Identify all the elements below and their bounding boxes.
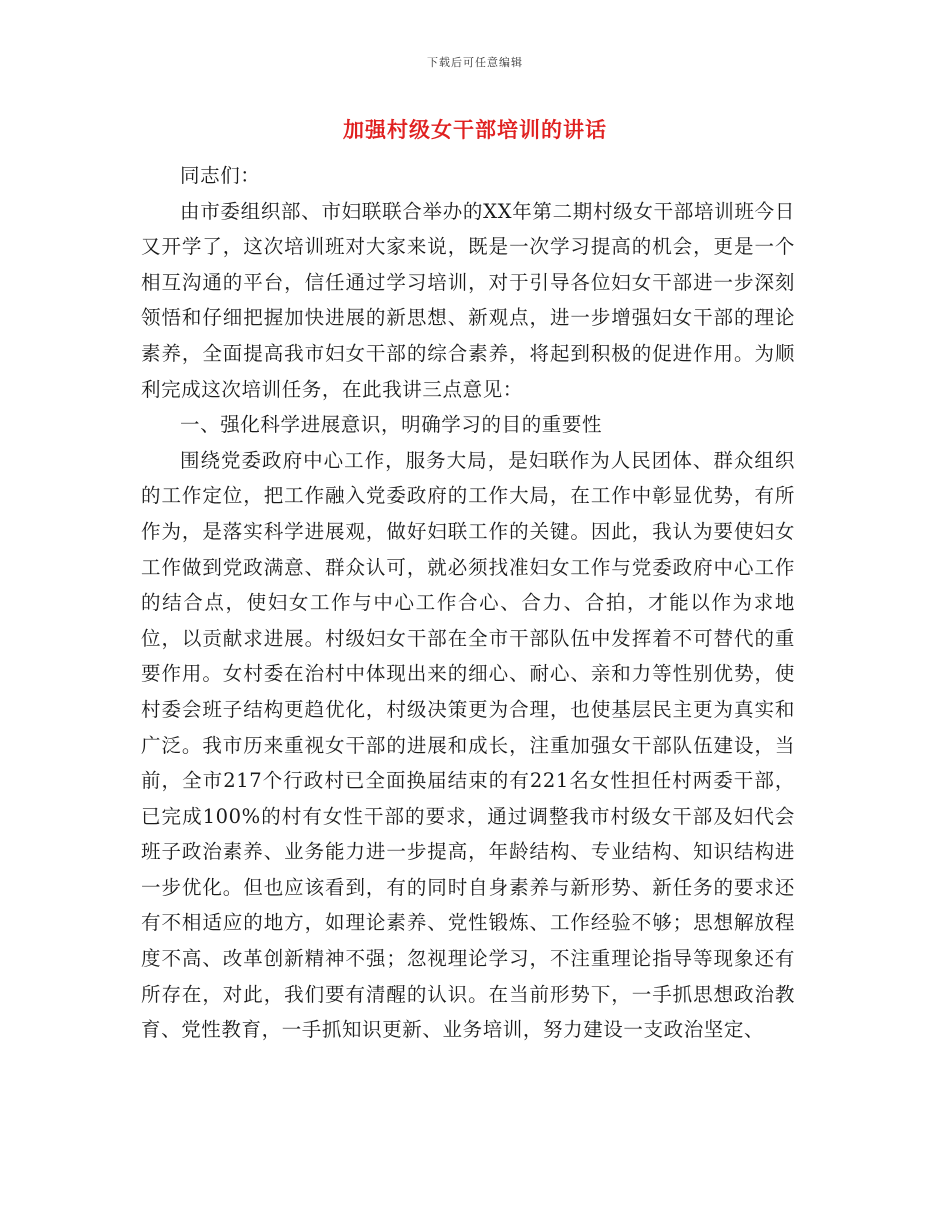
document-body	[141, 158, 795, 1048]
paragraph-opening: 由市委组织部、市妇联联合举办的XX年第二期村级女干部培训班今日又开学了，这次培训班对大家来说，既是一次学习提高的机会，更是一个相互沟通的平台，信任通过学习培训，对于引导各位妇女干部进一步深刻领悟和仔细把握加快进展的新思想、新观点，进一步增强妇女干部的理论素养，全面提高我市妇女干部的综合素养，将起到积极的促进作用。为顺利完成这次培训任务，在此我讲三点意见：	[141, 199, 795, 401]
header-note: 下载后可任意编辑	[427, 56, 523, 69]
paragraph-section-1: 围绕党委政府中心工作，服务大局，是妇联作为人民团体、群众组织的工作定位，把工作融入党委政府的工作大局，在工作中彰显优势，有所作为，是落实科学进展观，做好妇联工作的关键。因此，我认为要使妇女工作做到党政满意、群众认可，就必须找准妇女工作与党委政府中心工作的结合点，使妇女工作与中心工作合心、合力、合拍，才能以作为求地位，以贡献求进展。村级妇女干部在全市干部队伍中发挥着不可替代的重要作用。女村委在治村中体现出来的细心、耐心、亲和力等性别优势，使村委会班子结构更趋优化，村级决策更为合理，也使基层民主更为真实和广泛。我市历来重视女干部的进展和成长，注重加强女干部队伍建设，当前，全市217个行政村已全面换届结束的有221名女性担任村两委干部，已完成100%的村有女性干部的要求，通过调整我市村级女干部及妇代会班子政治素养、业务能力进一步提高，年龄结构、专业结构、知识结构进一步优化。但也应该看到，有的同时自身素养与新形势、新任务的要求还有不相适应的地方，如理论素养、党性锻炼、工作经验不够；思想解放程度不高、改革创新精神不强；忽视理论学习，不注重理论指导等现象还有所存在，对此，我们要有清醒的认识。在当前形势下，一手抓思想政治教育、党性教育，一手抓知识更新、业务培训，努力建设一支政治坚定、	[141, 448, 795, 1042]
document-title: 加强村级女干部培训的讲话	[343, 117, 607, 142]
section-heading-1: 一、强化科学进展意识，明确学习的目的重要性	[180, 413, 603, 437]
salutation: 同志们：	[180, 164, 261, 187]
